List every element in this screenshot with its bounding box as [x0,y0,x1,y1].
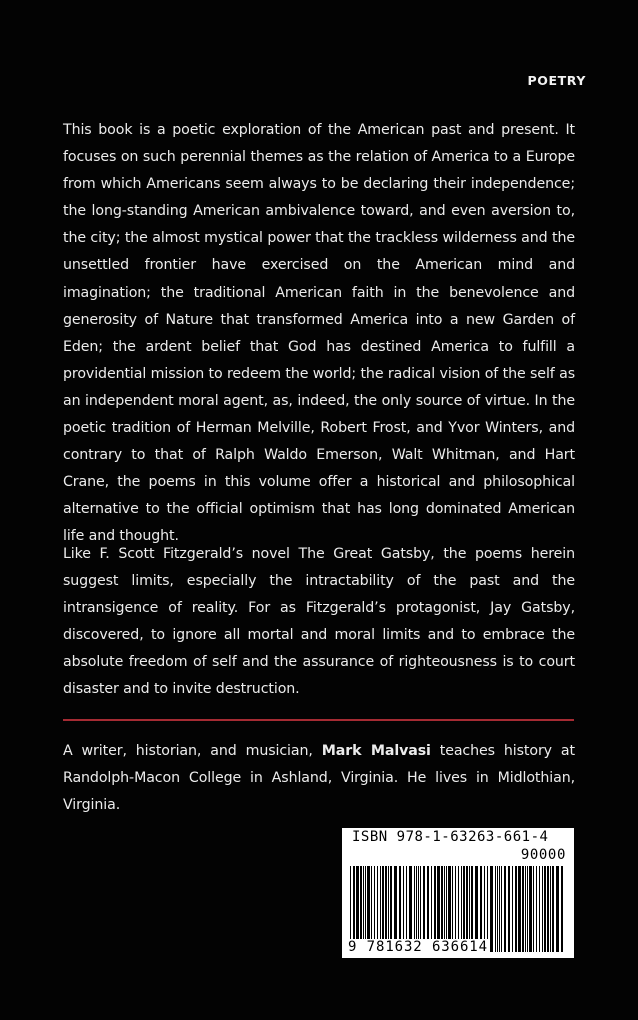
description-paragraph-1: This book is a poetic exploration of the American past and present. It focuses on such perennial themes as the relation of America to a Europe from which Americans seem always to be declaring their independence; the long-standing American ambivalence toward, and even aversion to, the city; the almost mystical power that the trackless wilderness and the unsettled frontier have exercised on the American mind and imagination; the traditional American faith in the benevolence and generosity of Nature that transformed America into a new Garden of Eden; the ardent belief that God has destined America to fulfill a providential mission to redeem the world; the radical vision of the self as an independent moral agent, as, indeed, the only source of virtue. In the poetic tradition of Herman Melville, Robert Frost, and Yvor Winters, and contrary to that of Ralph Waldo Emerson, Walt Whitman, and Hart Crane, the poems in this volume offer a historical and philosophical alternative to the official optimism that has long dominated American life and thought. [63,122,575,545]
barcode-bar [547,866,549,952]
author-bio [63,738,575,819]
barcode-bar [529,866,532,952]
barcode-bar [544,866,546,952]
barcode-bar [495,866,496,952]
barcode-bar [515,866,517,952]
barcode-bar [525,866,526,952]
barcode-bar [542,866,543,952]
ean-digits: 9 781632 636614 [348,939,488,955]
barcode-bar [561,866,563,952]
barcode-bar [497,866,498,952]
barcode-bar [499,866,500,952]
barcode-bar [552,866,554,952]
barcode-bar [556,866,559,952]
barcode [342,828,574,958]
isbn-label: ISBN 978-1-63263-661-4 [352,829,549,845]
barcode-bar [539,866,540,952]
barcode-bar [508,866,510,952]
section-divider [63,719,574,721]
barcode-bar [512,866,513,952]
genre-label: POETRY [527,73,586,88]
author-bio-intro: A writer, historian, and musician, [63,743,322,759]
author-name: Mark Malvasi [321,743,431,759]
barcode-bar [522,866,524,952]
barcode-bar [550,866,551,952]
barcode-bar [501,866,502,952]
barcode-bar [504,866,506,952]
description-paragraph-2: Like F. Scott Fitzgerald’s novel The Great Gatsby, the poems herein suggest limits, especially the intractability of the past and the intransigence of reality. For as Fitzgerald’s protagonist, Jay Gatsby, discovered, to ignore all mortal and moral limits and to embrace the absolute freedom of self and the assurance of righteousness is to court disaster and to invite destruction. [63,546,575,698]
barcode-bar [490,866,493,952]
barcode-bar [527,866,528,952]
price-code: 90000 [520,847,566,863]
barcode-bar [536,866,537,952]
barcode-bar [533,866,534,952]
barcode-bar [518,866,521,952]
author-bio-rest: teaches history at Randolph-Macon College in Ashland, Virginia. He lives in Midlothian, Virginia. [63,743,575,814]
